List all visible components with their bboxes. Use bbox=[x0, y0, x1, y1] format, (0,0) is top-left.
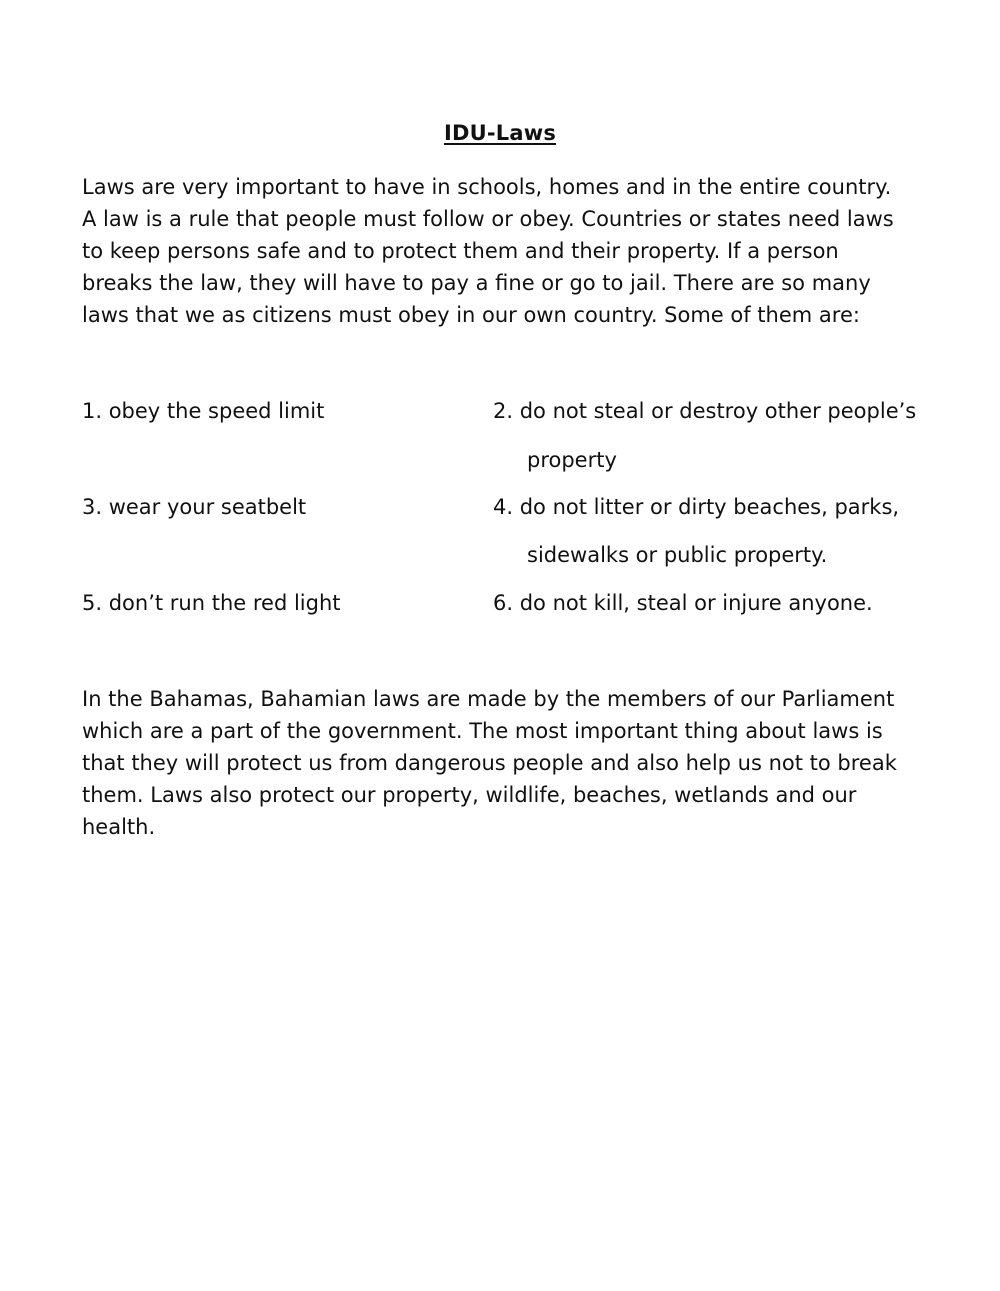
closing-line: them. Laws also protect our property, wildlife, beaches, wetlands and our bbox=[82, 783, 857, 807]
intro-paragraph bbox=[82, 171, 942, 331]
law-item-4: 4. do not litter or dirty beaches, parks, bbox=[493, 495, 900, 519]
closing-line: health. bbox=[82, 815, 156, 839]
law-item-6: 6. do not kill, steal or injure anyone. bbox=[493, 591, 873, 615]
law-item-3: 3. wear your seatbelt bbox=[82, 495, 307, 519]
intro-line: laws that we as citizens must obey in our own country. Some of them are: bbox=[82, 303, 860, 327]
law-item-2: 2. do not steal or destroy other people’s bbox=[493, 399, 917, 423]
closing-line: that they will protect us from dangerous people and also help us not to break bbox=[82, 751, 897, 775]
law-item-5: 5. don’t run the red light bbox=[82, 591, 341, 615]
intro-line: Laws are very important to have in schools, homes and in the entire country. bbox=[82, 175, 892, 199]
law-item-2-continuation: property bbox=[527, 448, 617, 472]
closing-line: In the Bahamas, Bahamian laws are made by the members of our Parliament bbox=[82, 687, 895, 711]
intro-line: A law is a rule that people must follow or obey. Countries or states need laws bbox=[82, 207, 894, 231]
intro-line: breaks the law, they will have to pay a fine or go to jail. There are so many bbox=[82, 271, 871, 295]
law-item-4-continuation: sidewalks or public property. bbox=[527, 543, 828, 567]
closing-line: which are a part of the government. The most important thing about laws is bbox=[82, 719, 883, 743]
closing-paragraph bbox=[82, 683, 942, 843]
intro-line: to keep persons safe and to protect them and their property. If a person bbox=[82, 239, 839, 263]
page-title: IDU-Laws bbox=[443, 121, 557, 145]
law-item-1: 1. obey the speed limit bbox=[82, 399, 325, 423]
